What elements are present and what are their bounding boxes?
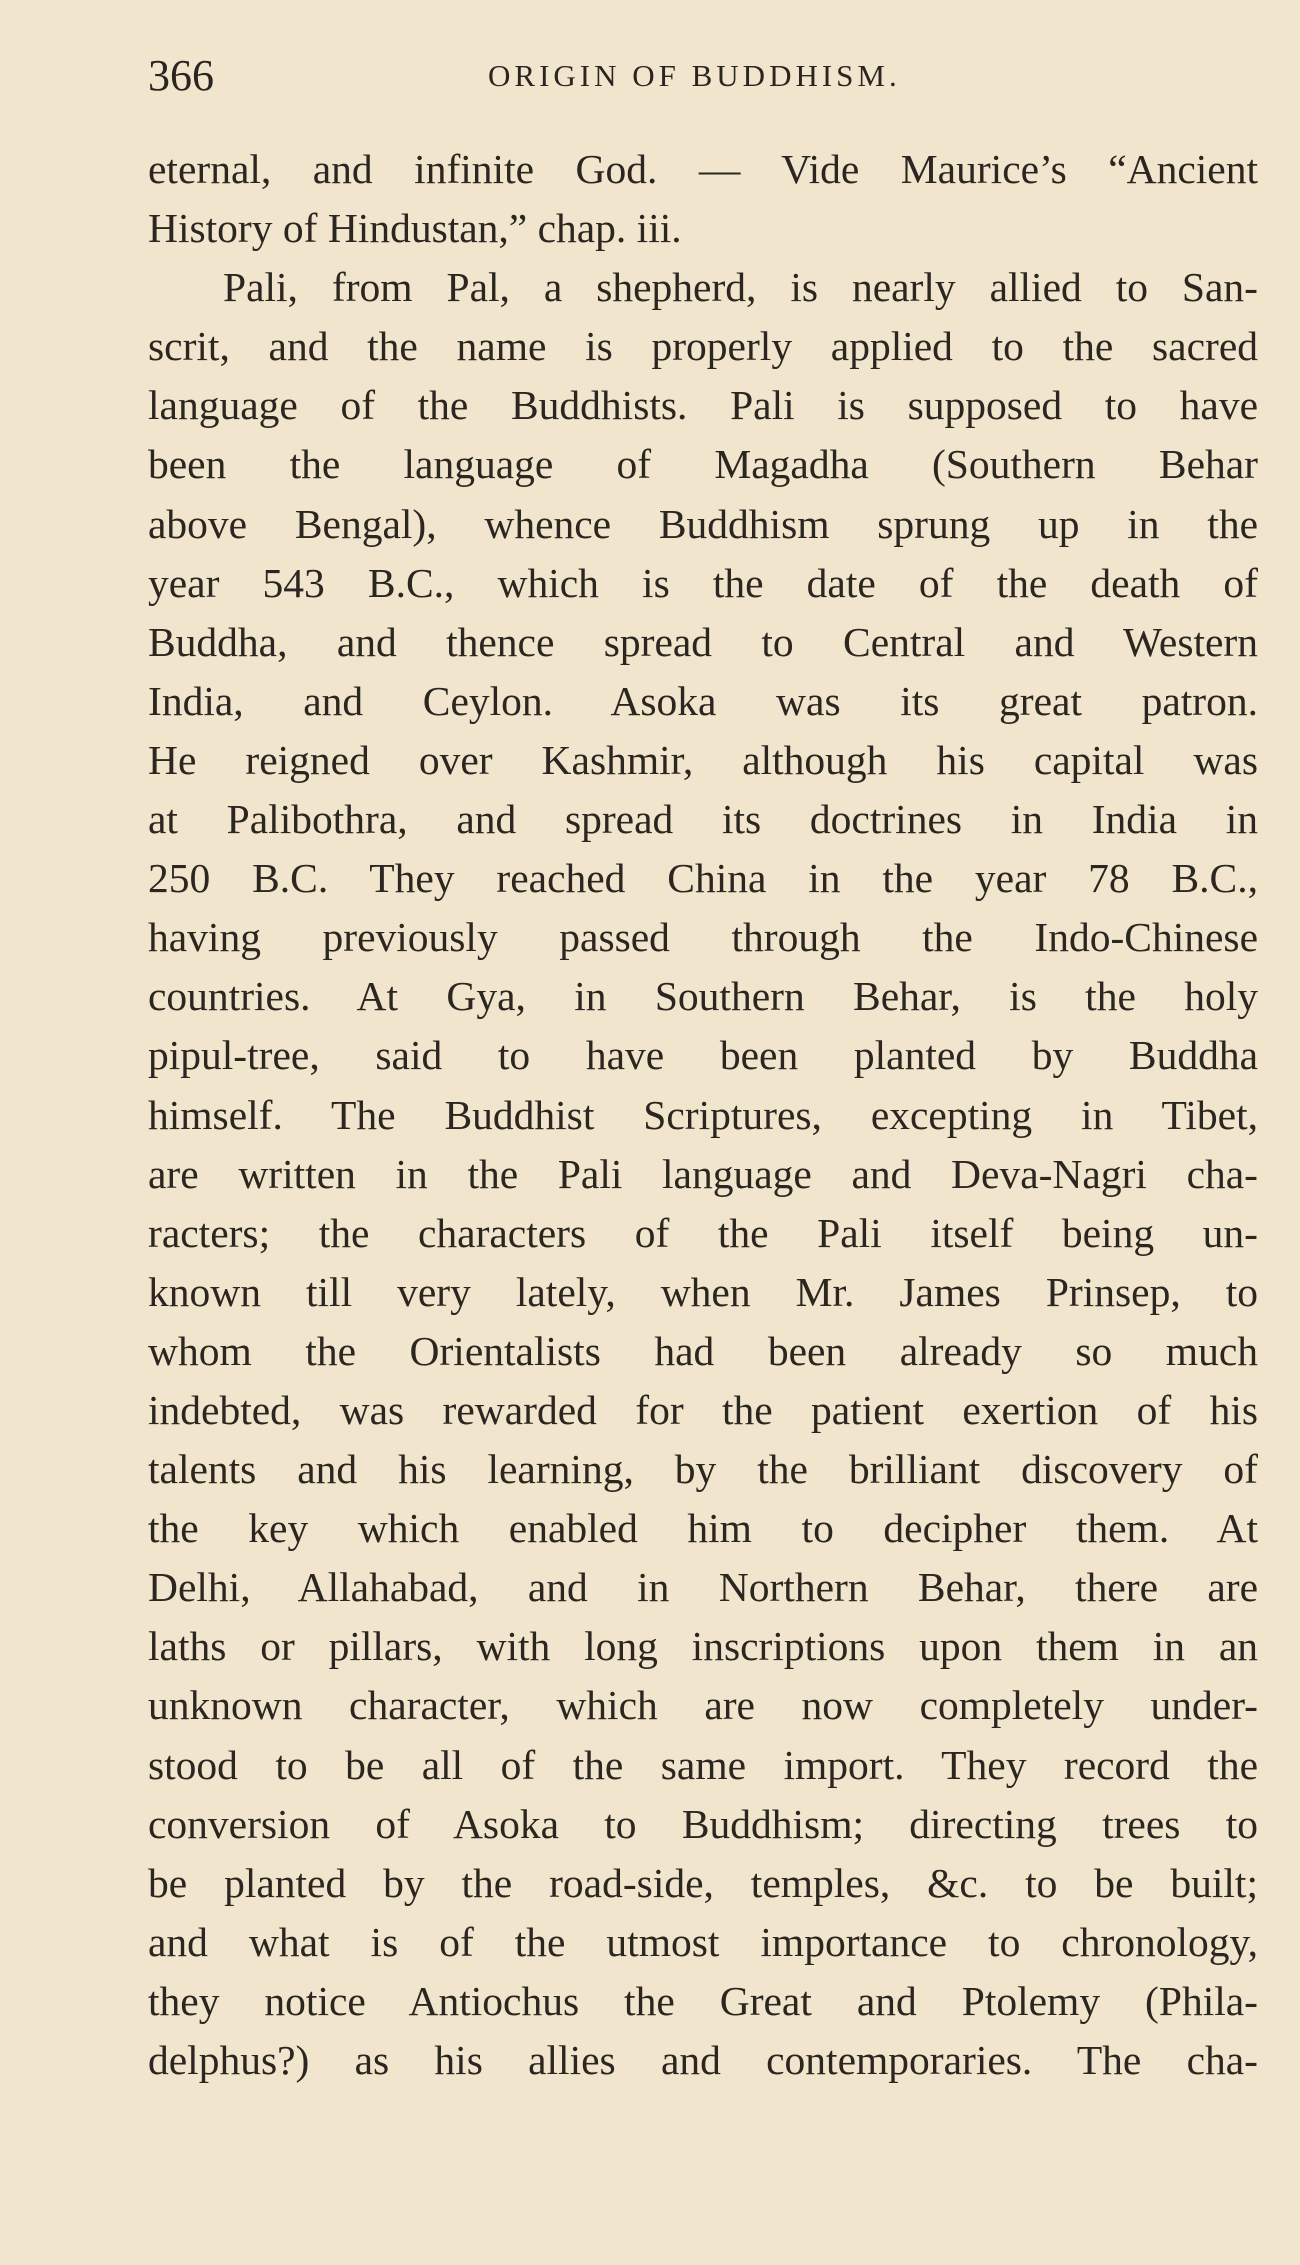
page-header <box>148 50 1258 110</box>
text-line: laths or pillars, with long inscriptions upon them in an <box>148 1623 1258 1670</box>
text-line: delphus?) as his allies and contemporaries. The cha- <box>148 2037 1258 2083</box>
text-line: indebted, was rewarded for the patient exertion of his <box>148 1386 1258 1433</box>
page-number: 366 <box>148 51 214 100</box>
body-text <box>148 140 1258 2090</box>
text-line: He reigned over Kashmir, although his capital was <box>148 736 1258 783</box>
text-line: the key which enabled him to decipher them. At <box>148 1505 1258 1552</box>
text-line: History of Hindustan,” chap. iii. <box>148 205 682 252</box>
text-line: they notice Antiochus the Great and Ptolemy (Phila- <box>148 1977 1258 2024</box>
text-line: Buddha, and thence spread to Central and Western <box>148 618 1258 665</box>
text-line: Delhi, Allahabad, and in Northern Behar, there are <box>148 1564 1258 1611</box>
text-line: himself. The Buddhist Scriptures, excepting in Tibet, <box>148 1091 1258 1138</box>
text-line: 250 B.C. They reached China in the year 78 B.C., <box>148 855 1258 902</box>
text-line: having previously passed through the Indo-Chinese <box>148 914 1258 961</box>
text-line: pipul-tree, said to have been planted by Buddha <box>148 1032 1258 1079</box>
text-line: be planted by the road-side, temples, &c. to be built; <box>148 1859 1258 1906</box>
text-line: racters; the characters of the Pali itself being un- <box>148 1209 1258 1256</box>
text-line: been the language of Magadha (Southern Behar <box>148 441 1258 488</box>
text-line: stood to be all of the same import. They record the <box>148 1741 1258 1788</box>
text-line: whom the Orientalists had been already so much <box>148 1327 1258 1374</box>
text-line: are written in the Pali language and Deva-Nagri cha- <box>148 1150 1258 1197</box>
text-line: language of the Buddhists. Pali is supposed to have <box>148 382 1258 429</box>
text-line: India, and Ceylon. Asoka was its great patron. <box>148 677 1258 724</box>
text-line: known till very lately, when Mr. James Prinsep, to <box>148 1268 1258 1315</box>
text-line: above Bengal), whence Buddhism sprung up in the <box>148 500 1258 547</box>
text-line: Pali, from Pal, a shepherd, is nearly allied to San- <box>223 264 1258 311</box>
text-line: unknown character, which are now completely under- <box>148 1682 1258 1729</box>
text-line: eternal, and infinite God. — Vide Maurice’s “Ancient <box>148 146 1258 192</box>
text-line: countries. At Gya, in Southern Behar, is the holy <box>148 973 1258 1020</box>
running-title: ORIGIN OF BUDDHISM. <box>488 58 901 93</box>
text-line: talents and his learning, by the brilliant discovery of <box>148 1446 1258 1493</box>
text-line: and what is of the utmost importance to chronology, <box>148 1918 1258 1965</box>
text-line: conversion of Asoka to Buddhism; directing trees to <box>148 1800 1258 1847</box>
text-line: scrit, and the name is properly applied to the sacred <box>148 323 1258 370</box>
text-line: year 543 B.C., which is the date of the death of <box>148 559 1258 606</box>
text-line: at Palibothra, and spread its doctrines in India in <box>148 796 1258 843</box>
